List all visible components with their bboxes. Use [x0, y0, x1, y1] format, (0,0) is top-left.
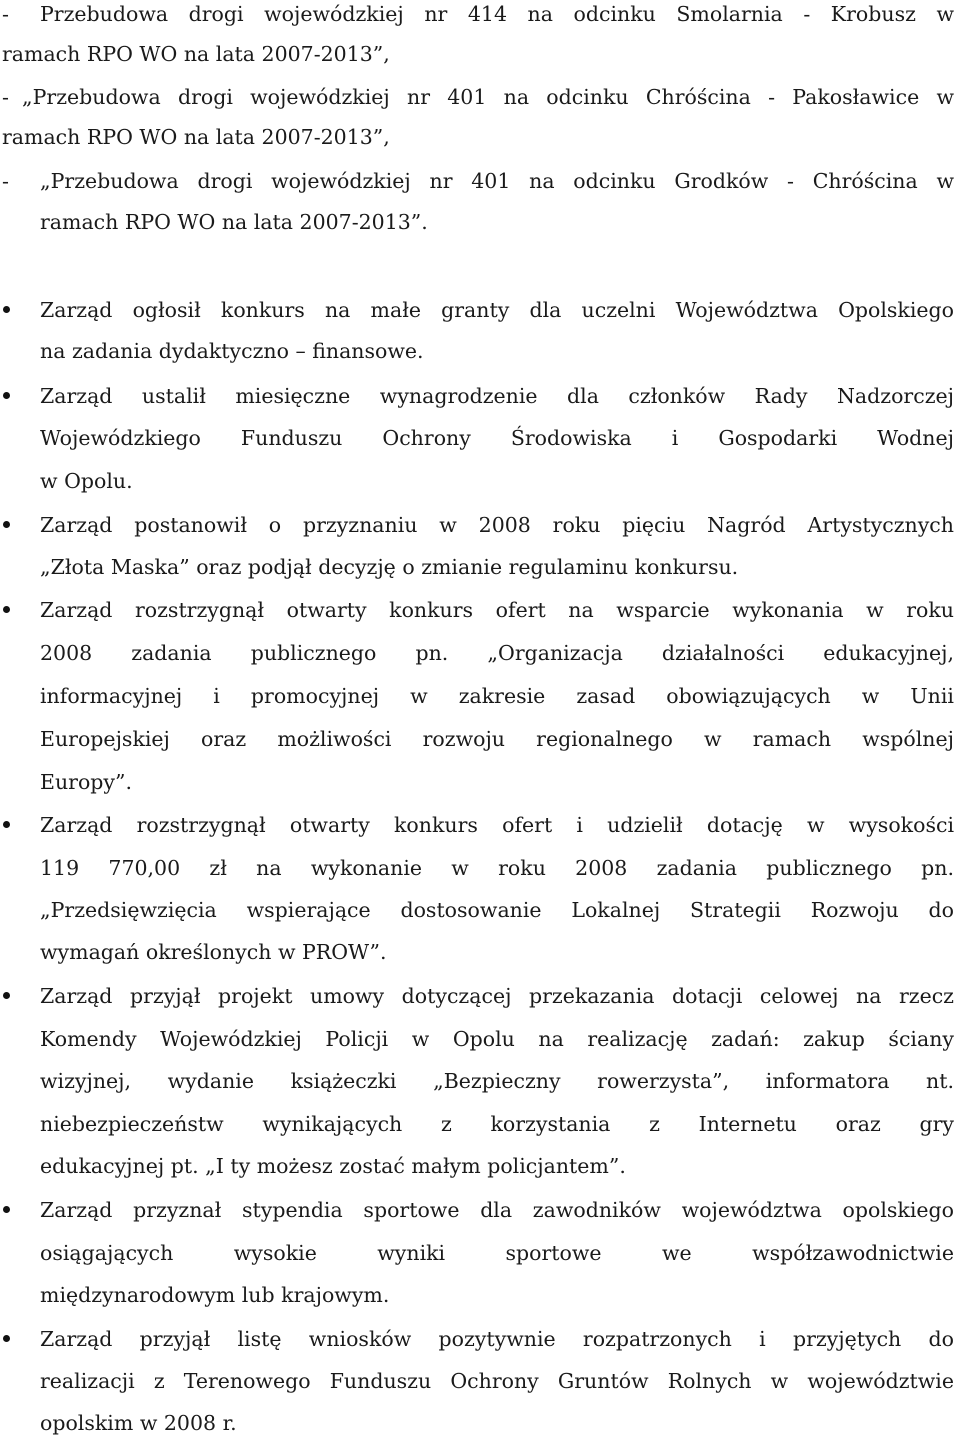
dash-item-line: ramach RPO WO na lata 2007-2013”, [2, 42, 390, 66]
bullet-item-line: na zadania dydaktyczno – finansowe. [40, 339, 424, 363]
dash-marker: - [2, 85, 9, 109]
bullet-item-line: opolskim w 2008 r. [40, 1411, 237, 1435]
bullet-item-line: 2008 zadania publicznego pn. „Organizacja działalności edukacyjnej, [40, 641, 954, 665]
bullet-item-line: realizacji z Terenowego Funduszu Ochrony Gruntów Rolnych w województwie [40, 1369, 954, 1393]
bullet-marker [3, 992, 10, 999]
bullet-item-line: międzynarodowym lub krajowym. [40, 1283, 390, 1307]
bullet-item-line: niebezpieczeństw wynikających z korzystania z Internetu oraz gry [40, 1112, 954, 1136]
dash-marker: - [2, 2, 9, 26]
bullet-item-line: Zarząd rozstrzygnął otwarty konkurs ofert na wsparcie wykonania w roku [40, 598, 954, 622]
bullet-marker [3, 606, 10, 613]
bullet-item-line: Zarząd przyjął projekt umowy dotyczącej przekazania dotacji celowej na rzecz [40, 984, 954, 1008]
bullet-item-line: wizyjnej, wydanie książeczki „Bezpieczny rowerzysta”, informatora nt. [40, 1069, 954, 1093]
dash-marker: - [2, 169, 9, 193]
bullet-item-line: Zarząd ustalił miesięczne wynagrodzenie dla członków Rady Nadzorczej [40, 384, 954, 408]
bullet-item-line: „Złota Maska” oraz podjął decyzję o zmianie regulaminu konkursu. [40, 555, 739, 579]
dash-item-line: ramach RPO WO na lata 2007-2013”. [40, 210, 428, 234]
bullet-marker [3, 821, 10, 828]
bullet-item-line: Europy”. [40, 770, 133, 794]
dash-item-line: „Przebudowa drogi wojewódzkiej nr 401 na odcinku Chróścina - Pakosławice w [22, 85, 954, 109]
bullet-item-line: edukacyjnej pt. „I ty możesz zostać małym policjantem”. [40, 1154, 626, 1178]
bullet-item-line: „Przedsięwzięcia wspierające dostosowanie Lokalnej Strategii Rozwoju do [40, 898, 954, 922]
dash-item-line: „Przebudowa drogi wojewódzkiej nr 401 na odcinku Grodków - Chróścina w [40, 169, 954, 193]
bullet-item-line: Wojewódzkiego Funduszu Ochrony Środowiska i Gospodarki Wodnej [40, 426, 954, 450]
bullet-item-line: Zarząd postanowił o przyznaniu w 2008 roku pięciu Nagród Artystycznych [40, 513, 954, 537]
bullet-marker [3, 1335, 10, 1342]
bullet-item-line: Zarząd ogłosił konkurs na małe granty dla uczelni Województwa Opolskiego [40, 298, 954, 322]
bullet-item-line: Europejskiej oraz możliwości rozwoju regionalnego w ramach wspólnej [40, 727, 954, 751]
bullet-marker [3, 306, 10, 313]
dash-item-line: Przebudowa drogi wojewódzkiej nr 414 na odcinku Smolarnia - Krobusz w [40, 2, 954, 26]
bullet-marker [3, 1206, 10, 1213]
dash-item-line: ramach RPO WO na lata 2007-2013”, [2, 125, 390, 149]
bullet-item-line: Zarząd przyznał stypendia sportowe dla zawodników województwa opolskiego [40, 1198, 954, 1222]
bullet-item-line: 119 770,00 zł na wykonanie w roku 2008 zadania publicznego pn. [40, 856, 954, 880]
bullet-item-line: osiągających wysokie wyniki sportowe we współzawodnictwie [40, 1241, 954, 1265]
bullet-item-line: Komendy Wojewódzkiej Policji w Opolu na realizację zadań: zakup ściany [40, 1027, 954, 1051]
bullet-item-line: Zarząd rozstrzygnął otwarty konkurs ofert i udzielił dotację w wysokości [40, 813, 954, 837]
bullet-marker [3, 392, 10, 399]
bullet-item-line: informacyjnej i promocyjnej w zakresie zasad obowiązujących w Unii [40, 684, 954, 708]
bullet-item-line: w Opolu. [40, 469, 133, 493]
bullet-marker [3, 521, 10, 528]
bullet-item-line: wymagań określonych w PROW”. [40, 940, 387, 964]
bullet-item-line: Zarząd przyjął listę wniosków pozytywnie rozpatrzonych i przyjętych do [40, 1327, 954, 1351]
